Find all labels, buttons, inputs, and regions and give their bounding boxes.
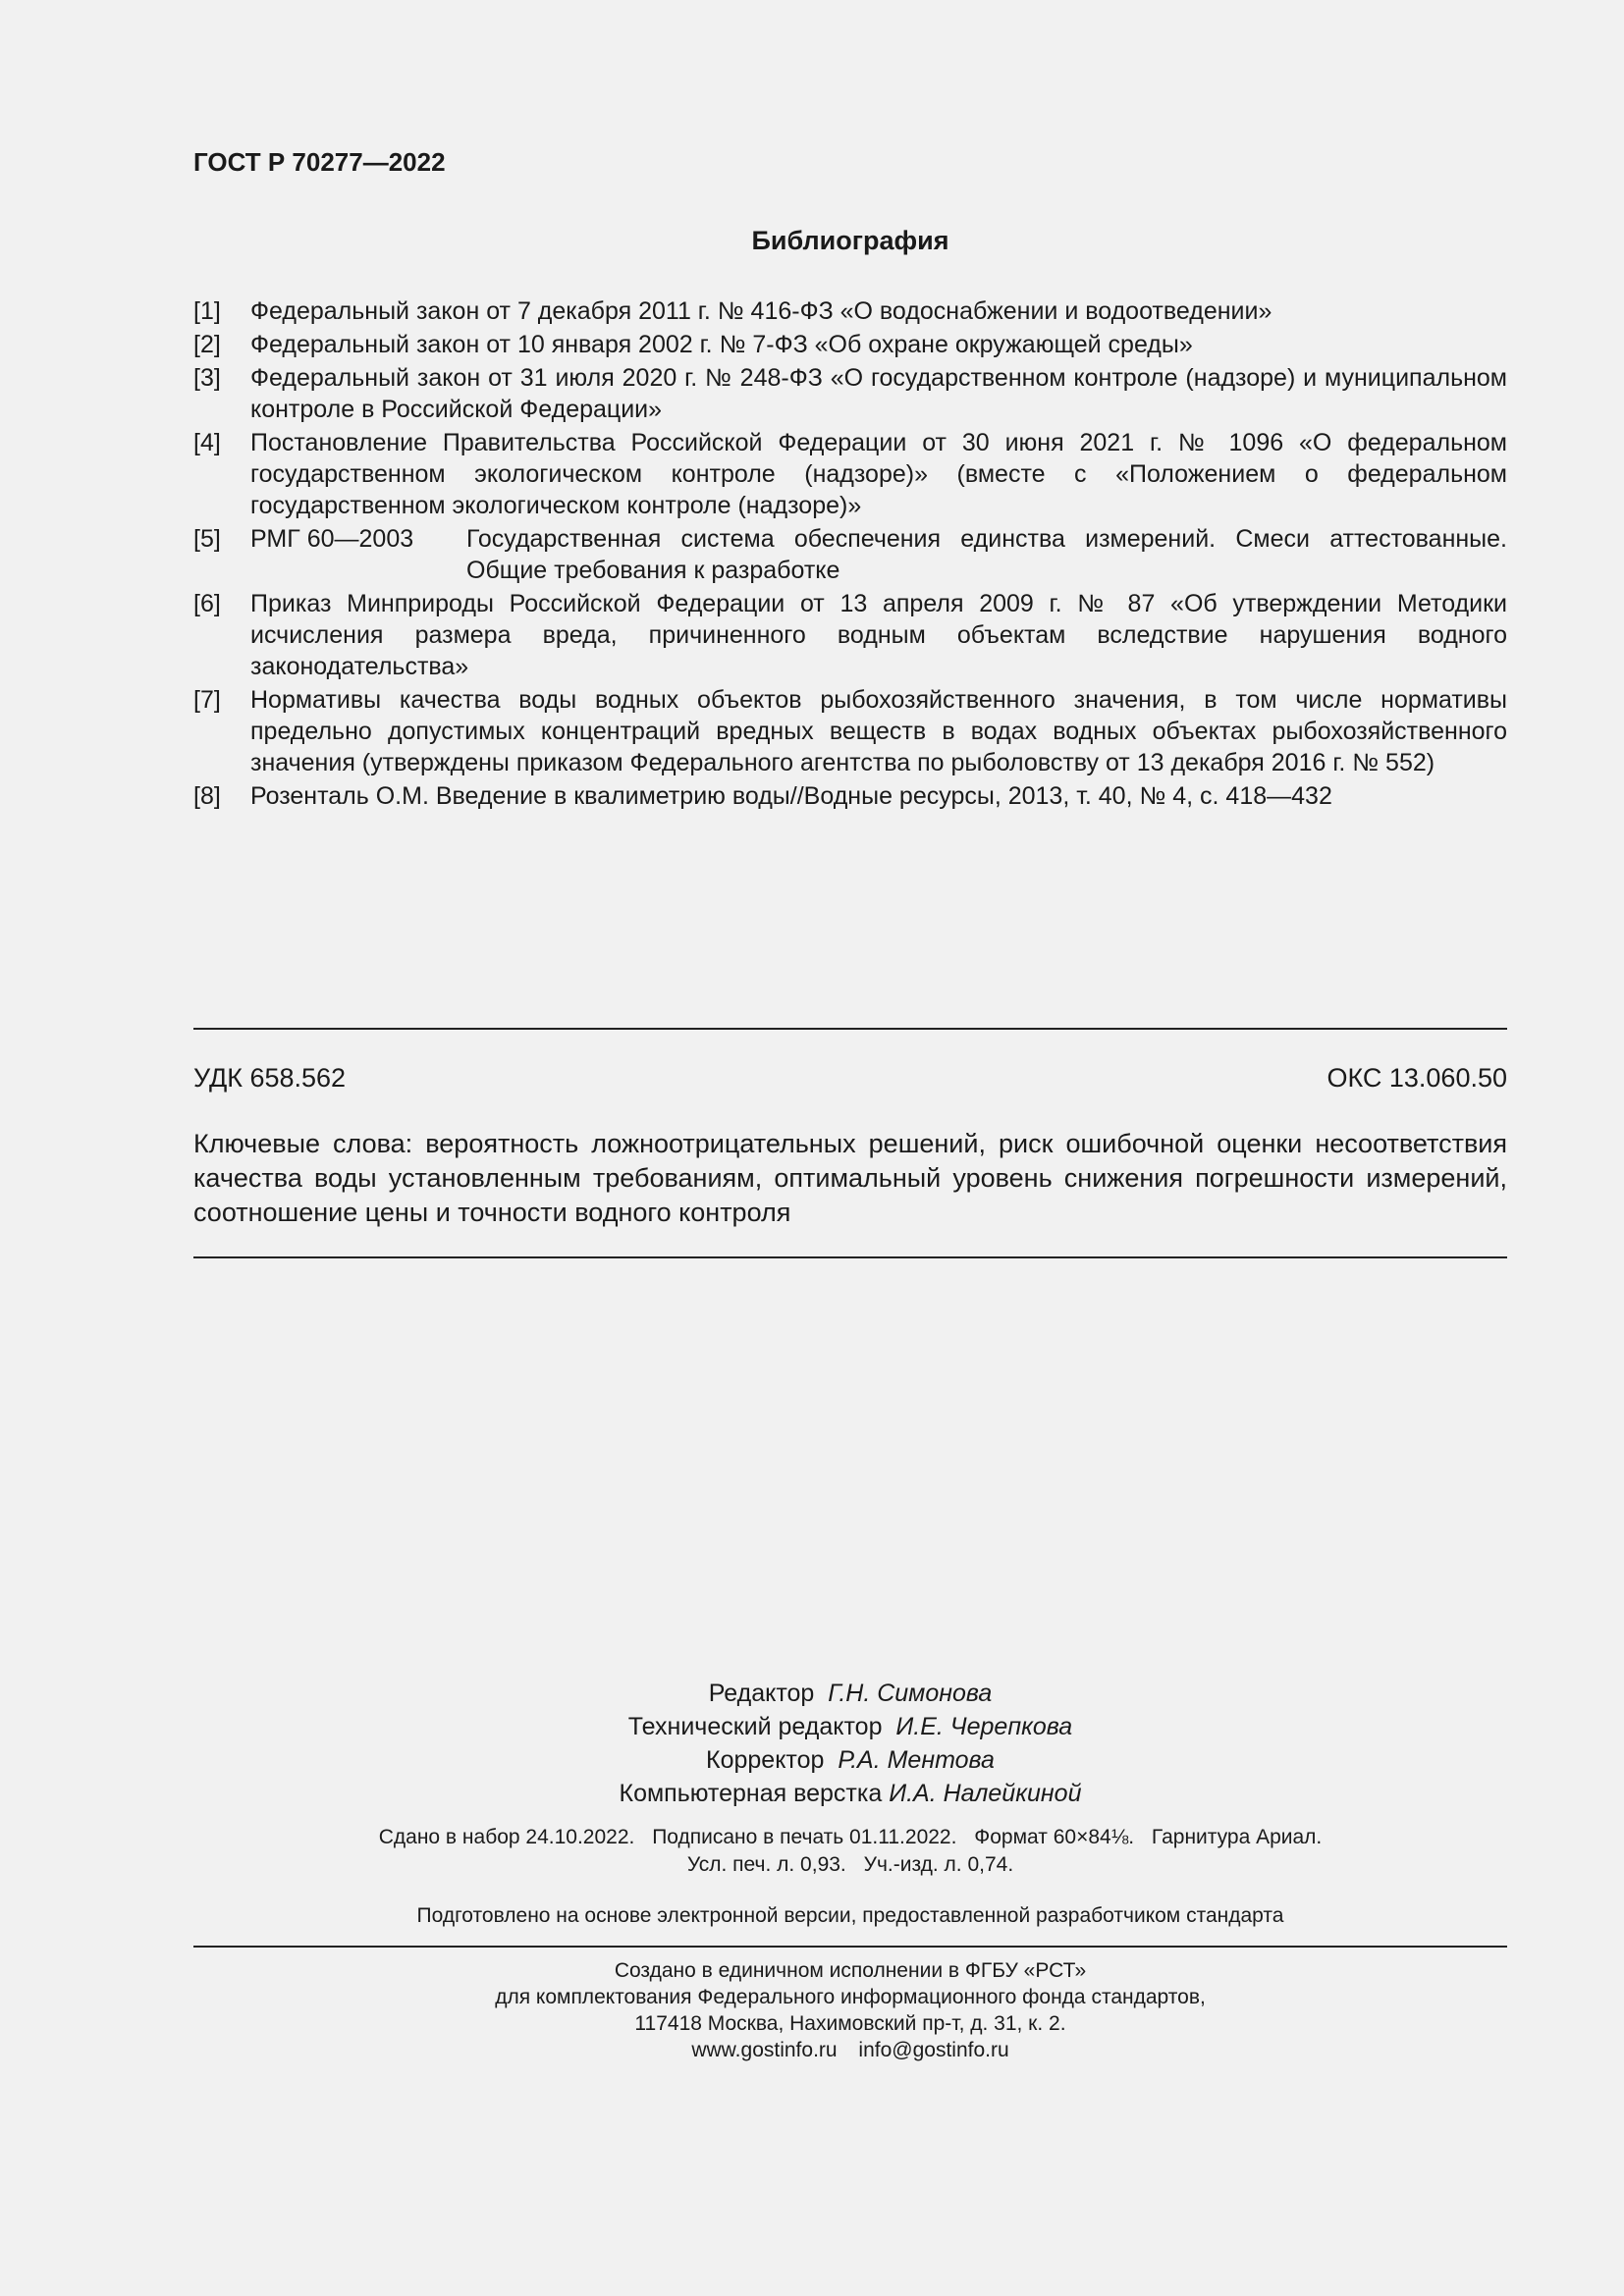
created-line-2: для комплектования Федерального информационного фонда стандартов, (495, 1986, 1206, 2008)
bibliography-item-number: [5] (193, 525, 221, 553)
created-line-3: 117418 Москва, Нахимовский пр-т, д. 31, к. 2. (634, 2012, 1066, 2035)
layout-name: И.А. Налейкиной (889, 1780, 1082, 1807)
bibliography-item (193, 362, 1507, 425)
top-divider (193, 1028, 1507, 1030)
prepared-note: Подготовлено на основе электронной версии, предоставленной разработчиком стандарта (416, 1904, 1284, 1927)
imprint-typeface: Гарнитура Ариал. (1151, 1826, 1323, 1848)
editor-line (193, 1677, 1507, 1710)
bibliography-item (193, 588, 1507, 682)
bibliography-item (193, 523, 1507, 586)
imprint-line-2 (193, 1851, 1507, 1879)
website-link[interactable]: www.gostinfo.ru (691, 2039, 838, 2061)
bibliography-item-code: РМГ 60—2003 (250, 525, 414, 553)
document-code: ГОСТ Р 70277—2022 (193, 147, 446, 177)
bibliography-item (193, 780, 1507, 812)
tech-editor-line (193, 1710, 1507, 1743)
created-block (193, 1957, 1507, 2063)
bibliography-item-text: Федеральный закон от 7 декабря 2011 г. № 416-ФЗ «О водоснабжении и водоотведении» (250, 297, 1272, 325)
bibliography-item-number: [8] (193, 782, 221, 810)
bibliography-item-number: [6] (193, 590, 221, 617)
oks-code: ОКС 13.060.50 (1326, 1063, 1507, 1093)
credits-block (193, 1677, 1507, 1810)
editor-name: Г.Н. Симонова (828, 1680, 993, 1707)
bibliography-title: Библиография (751, 226, 949, 255)
bibliography-item-text: Федеральный закон от 31 июля 2020 г. № 248-ФЗ «О государственном контроле (надзоре) и муниципальном контроле в Российской Федерации» (250, 364, 1507, 423)
tech-editor-name: И.Е. Черепкова (895, 1713, 1073, 1740)
bibliography-item-text: Постановление Правительства Российской Федерации от 30 июня 2021 г. № 1096 «О федеральном государственном экологическом контроле (надзоре)» (вместе с «Положением о федеральном государственном экологическом контроле (надзоре)» (250, 429, 1507, 519)
imprint-submitted: Сдано в набор 24.10.2022. (378, 1826, 635, 1848)
created-line-1: Создано в единичном исполнении в ФГБУ «РСТ» (614, 1959, 1087, 1982)
bibliography-item-text: Приказ Минприроды Российской Федерации от 13 апреля 2009 г. № 87 «Об утверждении Методики исчисления размера вреда, причиненного водным объектам вследствие нарушения водного законодательства» (250, 590, 1507, 680)
corrector-label: Корректор (706, 1746, 825, 1774)
corrector-line (193, 1743, 1507, 1777)
footer-divider (193, 1946, 1507, 1948)
contacts-line (193, 2037, 1507, 2063)
layout-label: Компьютерная верстка (619, 1780, 883, 1807)
editor-label: Редактор (708, 1680, 815, 1707)
email-link[interactable]: info@gostinfo.ru (858, 2039, 1009, 2061)
imprint-print-sheets: Усл. печ. л. 0,93. (686, 1853, 846, 1876)
bibliography-item-number: [4] (193, 429, 221, 456)
bibliography-item-number: [3] (193, 364, 221, 392)
keywords: Ключевые слова: вероятность ложноотрицательных решений, риск ошибочной оценки несоответствия качества воды установленным требованиям, оптимальный уровень снижения погрешности измерений, соотношение цены и точности водного контроля (193, 1129, 1507, 1227)
bibliography-item (193, 295, 1507, 327)
layout-line (193, 1777, 1507, 1810)
bottom-divider (193, 1256, 1507, 1258)
imprint-line-1 (193, 1824, 1507, 1851)
corrector-name: Р.А. Ментова (838, 1746, 995, 1774)
imprint-format: Формат 60×84⅛. (974, 1826, 1135, 1848)
bibliography-list (193, 295, 1507, 814)
bibliography-item-number: [7] (193, 686, 221, 714)
imprint-pub-sheets: Уч.-изд. л. 0,74. (863, 1853, 1014, 1876)
bibliography-item-text: Государственная система обеспечения единства измерений. Смеси аттестованные. Общие требования к разработке (466, 525, 1507, 584)
imprint-signed: Подписано в печать 01.11.2022. (652, 1826, 957, 1848)
bibliography-item-text: Федеральный закон от 10 января 2002 г. № 7-ФЗ «Об охране окружающей среды» (250, 331, 1193, 358)
bibliography-item-number: [2] (193, 331, 221, 358)
bibliography-item (193, 427, 1507, 521)
imprint-block (193, 1824, 1507, 1879)
tech-editor-label: Технический редактор (627, 1713, 883, 1740)
bibliography-item (193, 329, 1507, 360)
bibliography-item (193, 684, 1507, 778)
bibliography-item-text: Нормативы качества воды водных объектов рыбохозяйственного значения, в том числе нормативы предельно допустимых концентраций вредных веществ в водах водных объектах рыбохозяйственного значения (утверждены приказом Федерального агентства по рыболовству от 13 декабря 2016 г. № 552) (250, 686, 1507, 776)
bibliography-item-number: [1] (193, 297, 221, 325)
bibliography-item-text: Розенталь О.М. Введение в квалиметрию воды//Водные ресурсы, 2013, т. 40, № 4, с. 418—432 (250, 782, 1332, 810)
udk-code: УДК 658.562 (193, 1063, 347, 1093)
